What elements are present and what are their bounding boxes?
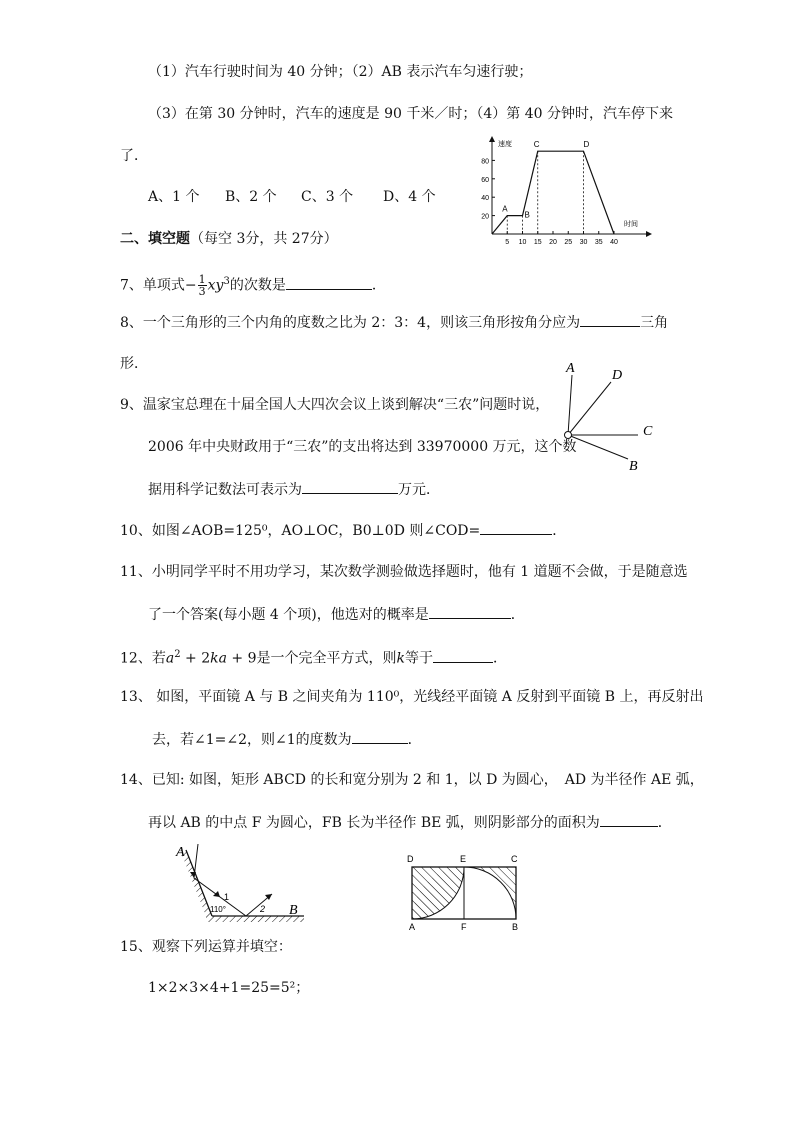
- q7-middle: 的次数是: [229, 277, 286, 294]
- q7-end: ．: [371, 277, 386, 294]
- question-14-line-1: 14、已知: 如图，矩形 ABCD 的长和宽分别为 2 和 1，以 D 为圆心， AD 为半径作 AE 弧，: [120, 772, 704, 788]
- x-axis-label: 时间: [624, 221, 638, 228]
- mirror-a: [186, 850, 212, 916]
- point-label-d: D: [583, 140, 590, 150]
- q8-answer-blank[interactable]: [580, 312, 640, 327]
- y-axis-label: 速度: [498, 141, 512, 148]
- q7-frac-num: 1: [198, 273, 206, 287]
- point-label-b: B: [524, 210, 530, 220]
- q10-text-end: ．: [552, 523, 567, 539]
- q10-text: 10、如图∠AOB=125⁰，AO⊥OC，B0⊥0D 则∠COD=: [120, 523, 481, 539]
- q7-fraction: [198, 274, 207, 297]
- ray-od: [568, 382, 611, 435]
- q11-answer-blank[interactable]: [429, 604, 511, 619]
- q9-text: 据用科学记数法可表示为: [148, 482, 302, 498]
- mirror-figure: [168, 842, 318, 924]
- y-axis-arrow: [489, 136, 495, 142]
- label-110-degrees: 110°: [210, 905, 226, 914]
- q9-text-end: 万元．: [398, 482, 440, 498]
- question-8-line-2: 形．: [120, 356, 148, 372]
- label-c: C: [643, 424, 653, 439]
- x-tick-label: 20: [549, 239, 557, 246]
- q6-statement-3: 了．: [120, 148, 148, 164]
- label-e: E: [460, 854, 467, 864]
- q10-answer-blank[interactable]: [480, 520, 552, 535]
- label-angle-2: 2: [260, 904, 266, 914]
- q14-answer-blank[interactable]: [600, 812, 658, 827]
- label-d: D: [407, 854, 414, 864]
- y-tick-label: 20: [481, 213, 489, 221]
- question-15-line-2: 1×2×3×4+1=25=5²；: [148, 980, 310, 996]
- q6-option-b: B、2 个: [225, 189, 277, 205]
- q8-text: 8、一个三角形的三个内角的度数之比为 2：3：4，则该三角形按角分应为: [120, 315, 581, 331]
- rectangle-figure: [404, 850, 528, 932]
- x-tick-label: 10: [518, 239, 527, 246]
- q7-answer-blank[interactable]: [286, 275, 372, 290]
- section-title-text: 二、填空题: [120, 231, 190, 247]
- question-12: [120, 645, 507, 669]
- label-mirror-b: B: [289, 903, 298, 918]
- q7-variable: xy: [207, 277, 224, 294]
- y-tick-label: 80: [481, 158, 489, 166]
- point-label-a: A: [502, 204, 508, 214]
- label-b: B: [629, 459, 638, 474]
- q7-exponent: 3: [223, 276, 230, 287]
- x-tick-label: 25: [564, 239, 573, 246]
- q9-answer-blank[interactable]: [302, 479, 398, 494]
- q6-statement-1: （1）汽车行驶时间为 40 分钟；（2）AB 表示汽车匀速行驶；: [148, 64, 533, 80]
- section-note: （每空 3分，共 27分）: [190, 231, 338, 247]
- q12-exponent: 2: [174, 649, 181, 660]
- q12-prefix: 12、若: [120, 650, 166, 667]
- question-11-line-1: 11、小明同学平时不用功学习，某次数学测验做选择题时，他有 1 道题不会做，于是随意选: [120, 564, 688, 580]
- question-9-line-1: 9、温家宝总理在十届全国人大四次会议上谈到解决“三农”问题时说，: [120, 397, 550, 413]
- x-tick-label: 30: [579, 239, 588, 246]
- shaded-right-region: [464, 867, 516, 919]
- label-a: A: [409, 922, 416, 932]
- label-angle-1: 1: [224, 892, 230, 902]
- question-14-line-2: [148, 812, 672, 833]
- x-tick-label: 35: [594, 239, 603, 246]
- x-tick-label: 5: [505, 239, 510, 246]
- ray-ob: [568, 435, 628, 459]
- q6-option-d: D、4 个: [383, 189, 436, 205]
- y-tick-label: 40: [481, 195, 489, 203]
- q7-frac-den: 3: [198, 285, 206, 299]
- question-13-line-2: [152, 729, 422, 750]
- q12-post: 等于: [404, 650, 433, 667]
- q11-text: 了一个答案(每小题 4 个项)，他选对的概率是: [148, 607, 429, 623]
- q14-text: 再以 AB 的中点 F 为圆心，FB 长为半径作 BE 弧，则阴影部分的面积为: [148, 815, 600, 831]
- label-d: D: [612, 368, 623, 383]
- label-f: F: [461, 922, 467, 932]
- y-tick-label: 60: [481, 176, 489, 184]
- q6-statement-2: （3）在第 30 分钟时，汽车的速度是 90 千米／时；（4）第 40 分钟时，汽车停下来: [148, 106, 673, 122]
- q12-text-end: ．: [492, 650, 507, 667]
- label-b: B: [512, 922, 519, 932]
- q14-text-end: ．: [657, 815, 672, 831]
- q12-var-a: a: [165, 650, 175, 667]
- label-a: A: [566, 361, 575, 376]
- x-axis-arrow: [646, 231, 652, 237]
- label-c: C: [511, 854, 518, 864]
- q12-plus-1: + 2: [180, 650, 211, 667]
- question-15-line-1: 15、观察下列运算并填空：: [120, 939, 292, 955]
- q13-text-end: ．: [407, 732, 422, 748]
- x-tick-label: 15: [533, 239, 542, 246]
- q7-prefix: 7、单项式: [120, 277, 185, 294]
- q6-option-c: C、3 个: [301, 189, 354, 205]
- speed-time-chart: [476, 134, 654, 248]
- q11-text-end: ．: [510, 607, 525, 623]
- q13-text: 去，若∠1=∠2，则∠1的度数为: [152, 732, 352, 748]
- ray-oa: [568, 375, 572, 435]
- q12-k: k: [396, 650, 405, 667]
- question-13-line-1: 13、 如图，平面镜 A 与 B 之间夹角为 110⁰，光线经平面镜 A 反射到平面镜 B 上，再反射出: [120, 689, 704, 705]
- arrow-head-2: [213, 891, 220, 897]
- point-label-c: C: [533, 140, 540, 150]
- q12-answer-blank[interactable]: [433, 648, 493, 663]
- question-11-line-2: [148, 604, 525, 625]
- q12-ka: ka: [210, 650, 227, 667]
- question-10: [120, 520, 566, 541]
- q8-text-end: 三角: [640, 315, 669, 331]
- x-tick-label: 40: [610, 239, 618, 246]
- question-7: 7、单项式− $\frac{1}{3}$ $xy^3$的次数是 ．: [120, 273, 386, 299]
- q12-plus-2: + 9: [226, 650, 257, 667]
- question-9-line-3: [148, 479, 440, 500]
- question-9-line-2: 2006 年中央财政用于“三农”的支出将达到 33970000 万元，这个数: [148, 439, 577, 455]
- q13-answer-blank[interactable]: [352, 729, 408, 744]
- q12-middle: 是一个完全平方式，则: [256, 650, 397, 667]
- section-title: [120, 229, 338, 249]
- speed-series-line: [492, 151, 614, 234]
- label-mirror-a: A: [176, 845, 185, 860]
- q6-option-a: A、1 个: [148, 189, 200, 205]
- question-8-line-1: [120, 312, 668, 333]
